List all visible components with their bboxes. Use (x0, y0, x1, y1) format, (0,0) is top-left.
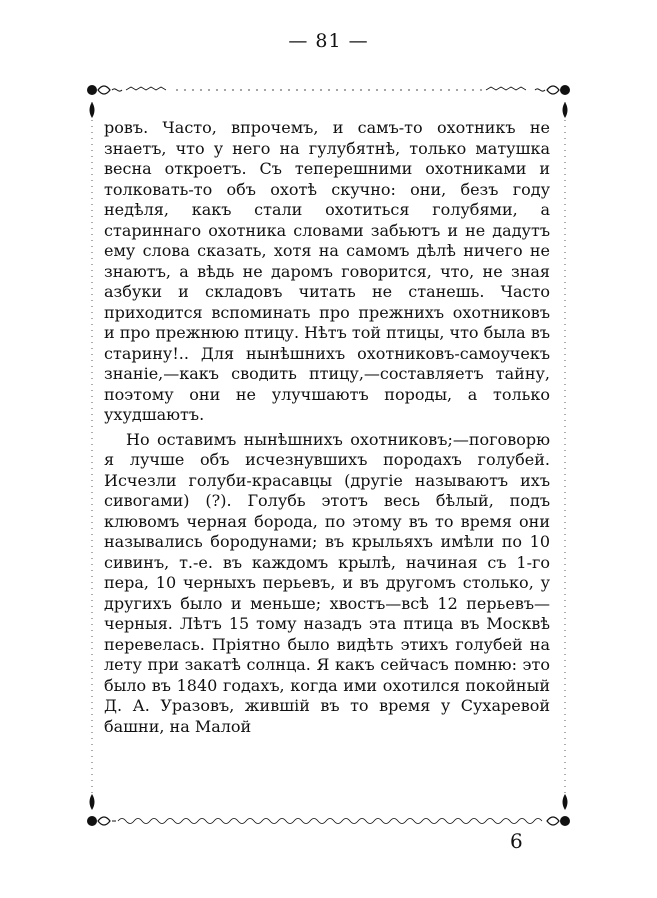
page-number: — 81 — (288, 30, 369, 52)
ornament-right-border (559, 102, 571, 810)
paragraph: Но оставимъ нынѣшнихъ охотниковъ;—поговорю я лучше объ исчезнувшихъ породахъ голубей. Исчезли голуби-красавцы (другіе называютъ ихъ сивогами) (?). Голубь этотъ весь бѣлый, подъ клювомъ черная борода, по этому въ то время они назывались бородунами; въ крыльяхъ имѣли по 10 сивинъ, т.-е. въ каждомъ крылѣ, начиная съ 1-го пера, 10 черныхъ перьевъ, и въ другомъ столько, у другихъ было и меньше; хвостъ—всѣ 12 перьевъ—черныя. Лѣтъ 15 тому назадъ эта птица въ Москвѣ перевелась. Пріятно было видѣть этихъ голубей на лету при закатѣ солнца. Я какъ сейчасъ помню: это было въ 1840 годахъ, когда ими охотился покойный Д. А. Уразовъ, жившій въ то время у Сухаревой башни, на Малой (104, 429, 550, 736)
signature-mark: 6 (510, 829, 523, 853)
body-text (104, 118, 550, 741)
ornament-left-border (86, 102, 98, 810)
paragraph: ровъ. Часто, впрочемъ, и самъ-то охотникъ не знаетъ, что у него на гулубятнѣ, только матушка весна откроетъ. Съ теперешними охотниками и толковать-то объ охотѣ скучно: они, безъ году недѣля, какъ стали охотиться голубями, а стариннаго охотника словами забьютъ и не дадутъ ему слова сказать, хотя на самомъ дѣлѣ ничего не знаютъ, а вѣдь не даромъ говорится, что, не зная азбуки и складовъ читать не станешь. Часто приходится вспоминать про прежнихъ охотниковъ и про прежнюю птицу. Нѣтъ той птицы, что была въ старину!.. Для нынѣшнихъ охотниковъ-самоучекъ знаніе,—какъ сводить птицу,—составляетъ тайну, поэтому они не улучшаютъ породы, а только ухудшаютъ. (104, 118, 550, 424)
ornament-top-border (86, 80, 571, 102)
ornament-bottom-border (86, 810, 571, 832)
